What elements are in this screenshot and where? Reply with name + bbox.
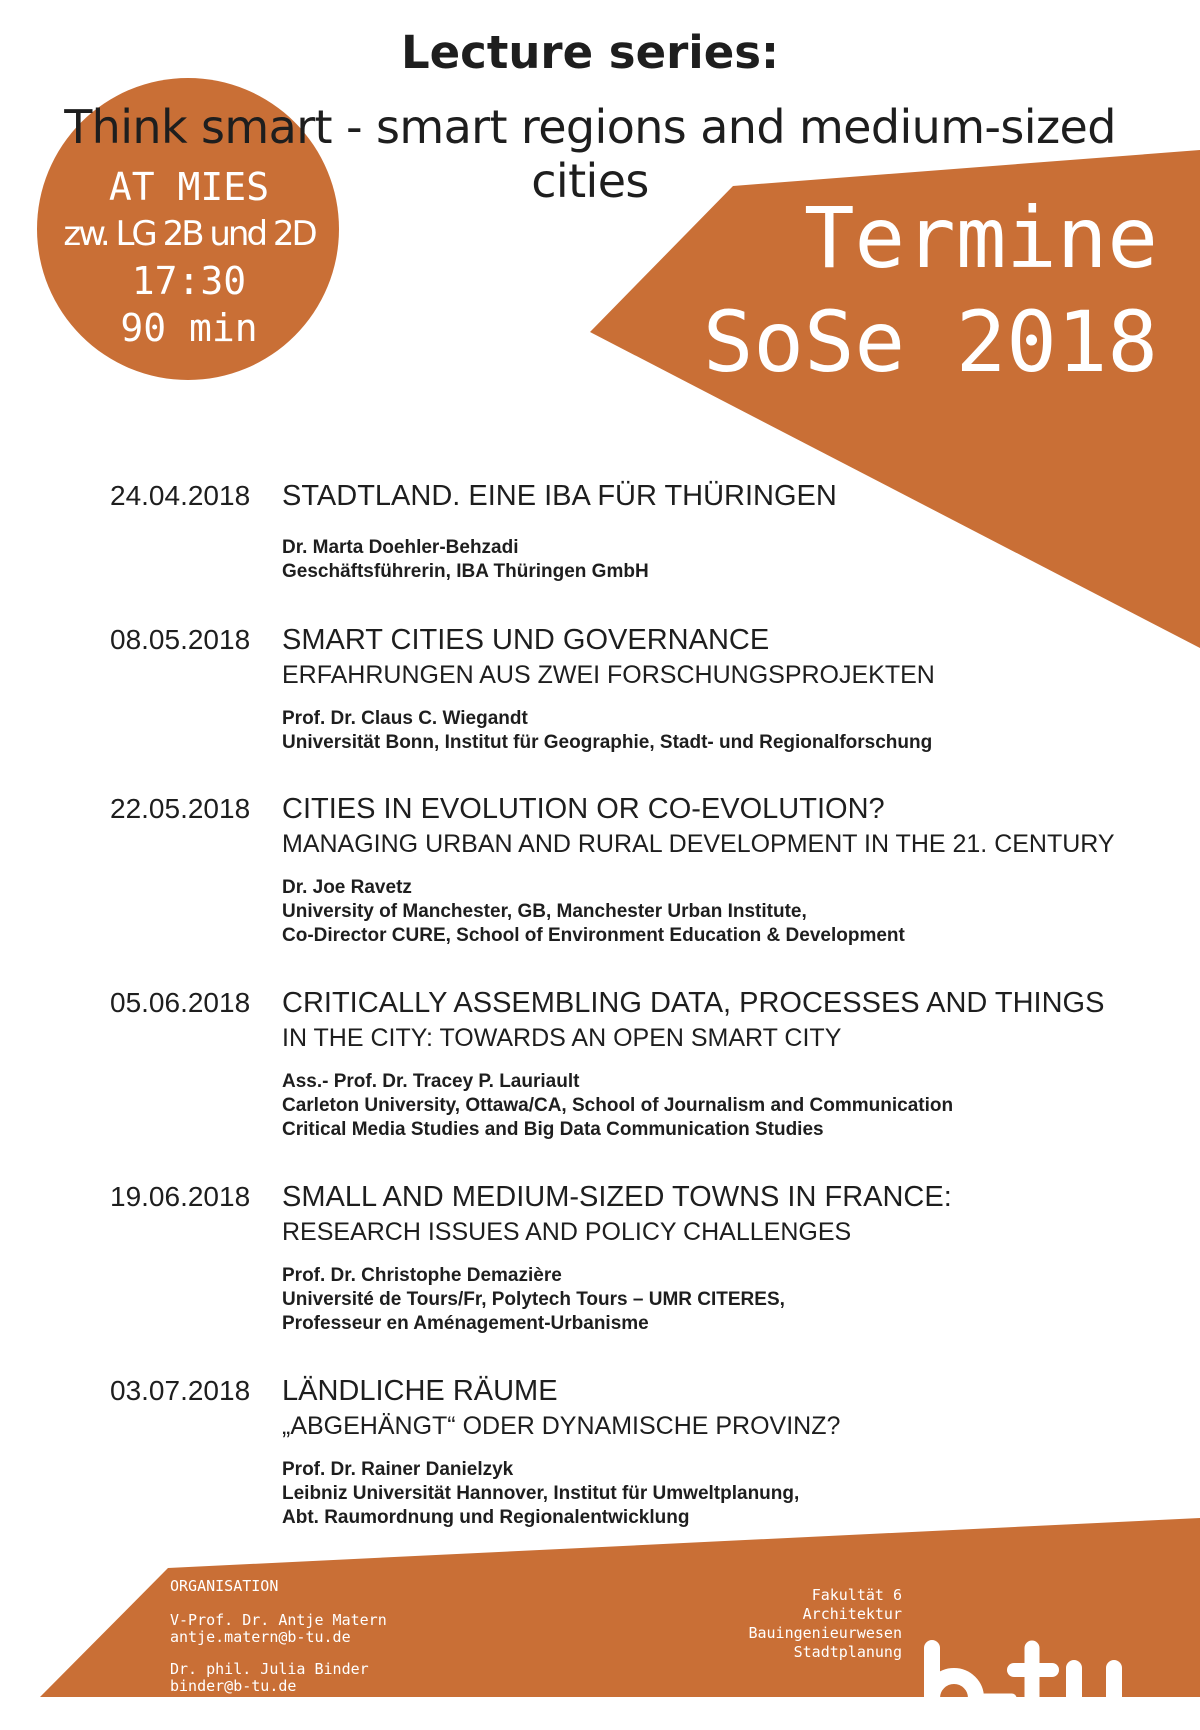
event-subtitle: RESEARCH ISSUES AND POLICY CHALLENGES [282,1218,852,1246]
speaker-affiliation: Professeur en Aménagement-Urbanisme [282,1313,649,1334]
event-date: 19.06.2018 [110,1181,251,1212]
contact-email[interactable]: binder@b-tu.de [170,1677,297,1695]
speaker-name: Prof. Dr. Rainer Danielzyk [282,1459,514,1480]
event-speaker [282,707,932,755]
speaker-affiliation: Co-Director CURE, School of Environment Education & Development [282,925,905,946]
event-date: 24.04.2018 [110,480,251,511]
event-subtitle: „ABGEHÄNGT“ ODER DYNAMISCHE PROVINZ? [282,1412,841,1440]
speaker-name: Dr. Marta Doehler-Behzadi [282,537,519,558]
speaker-name: Prof. Dr. Christophe Demazière [282,1265,562,1286]
faculty-dept: Architektur [802,1605,902,1623]
speaker-affiliation: Université de Tours/Fr, Polytech Tours – UMR CITERES, [282,1289,785,1310]
faculty-number: Fakultät 6 [811,1586,902,1604]
event-speaker [282,876,905,948]
btu-logo [914,1640,1134,1730]
speaker-name: Ass.- Prof. Dr. Tracey P. Lauriault [282,1071,580,1092]
page-title: Lecture series: [400,26,780,79]
event-title: LÄNDLICHE RÄUME [282,1375,558,1407]
speaker-name: Dr. Joe Ravetz [282,877,412,898]
event-speaker [282,1458,799,1530]
speaker-affiliation: Universität Bonn, Institut für Geographie, Stadt- und Regionalforschung [282,732,933,753]
event-title: CRITICALLY ASSEMBLING DATA, PROCESSES AND THINGS [282,987,1105,1019]
term-label: Termine [803,189,1158,287]
faculty-block [748,1586,902,1662]
event-title: STADTLAND. EINE IBA FÜR THÜRINGEN [282,480,837,512]
event-date: 08.05.2018 [110,624,251,655]
term-heading [703,186,1158,394]
organisation-block [170,1578,387,1695]
event-date: 05.06.2018 [110,987,251,1018]
venue-location: AT MIES [108,165,270,209]
faculty-dept: Stadtplanung [793,1643,902,1661]
event-subtitle: IN THE CITY: TOWARDS AN OPEN SMART CITY [282,1024,842,1052]
event-title: CITIES IN EVOLUTION OR CO-EVOLUTION? [282,793,885,825]
speaker-affiliation: Leibniz Universität Hannover, Institut für Umweltplanung, [282,1483,800,1504]
event-date: 03.07.2018 [110,1375,251,1406]
event-date: 22.05.2018 [110,793,251,824]
speaker-affiliation: University of Manchester, GB, Manchester Urban Institute, [282,901,807,922]
speaker-affiliation: Critical Media Studies and Big Data Communication Studies [282,1119,824,1140]
event-subtitle: MANAGING URBAN AND RURAL DEVELOPMENT IN THE 21. CENTURY [282,830,1115,858]
speaker-affiliation: Abt. Raumordnung und Regionalentwicklung [282,1507,690,1528]
organisation-label: ORGANISATION [170,1577,279,1595]
speaker-name: Prof. Dr. Claus C. Wiegandt [282,708,528,729]
venue-info [38,164,340,352]
event-speaker [282,1070,953,1142]
speaker-affiliation: Geschäftsführerin, IBA Thüringen GmbH [282,561,649,582]
event-speaker [282,1264,785,1336]
venue-time: 17:30 [131,259,247,303]
contact-name: Dr. phil. Julia Binder [170,1660,369,1678]
faculty-dept: Bauingenieurwesen [748,1624,902,1642]
venue-room: zw. LG 2B und 2D [63,214,315,254]
term-semester: SoSe 2018 [702,293,1158,391]
speaker-affiliation: Carleton University, Ottawa/CA, School of Journalism and Communication [282,1095,954,1116]
event-subtitle: ERFAHRUNGEN AUS ZWEI FORSCHUNGSPROJEKTEN [282,661,935,689]
venue-duration: 90 min [120,306,258,350]
page-subtitle: Think smart - smart regions and medium-sized cities [64,100,1116,208]
contact-name: V-Prof. Dr. Antje Matern [170,1611,387,1629]
contact-email[interactable]: antje.matern@b-tu.de [170,1628,351,1646]
event-speaker [282,536,649,584]
event-title: SMART CITIES UND GOVERNANCE [282,624,770,656]
event-title: SMALL AND MEDIUM-SIZED TOWNS IN FRANCE: [282,1181,952,1213]
